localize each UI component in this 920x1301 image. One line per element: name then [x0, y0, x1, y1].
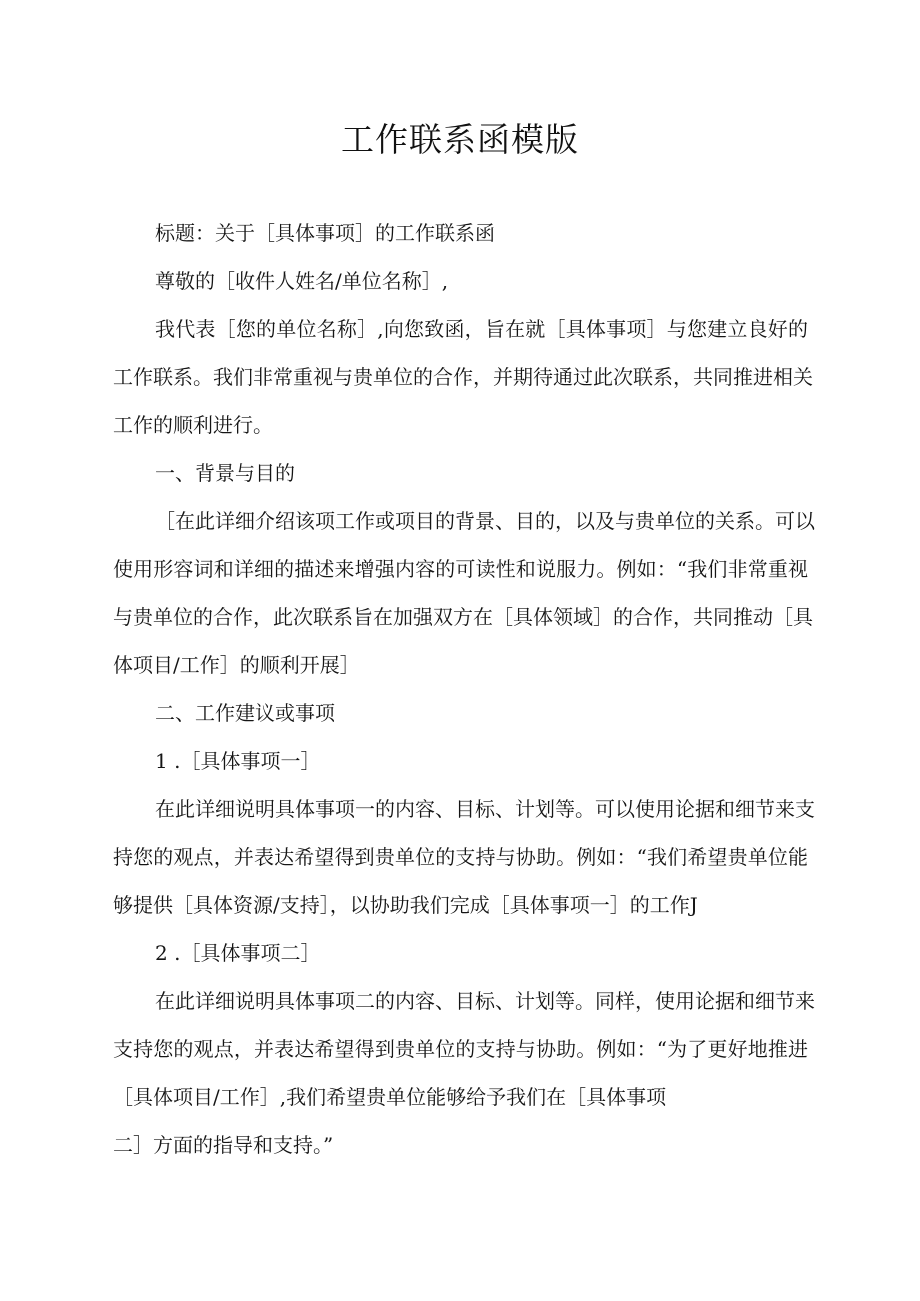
- background-paragraph-line-3: 与贵单位的合作，此次联系旨在加强双方在［具体领域］的合作，共同推动［具: [113, 605, 813, 629]
- intro-paragraph-line-2: 工作联系。我们非常重视与贵单位的合作，并期待通过此次联系，共同推进相关: [113, 365, 813, 389]
- document-title: 工作联系函模版: [341, 120, 579, 159]
- item-two-heading: 2 .［具体事项二］: [155, 941, 321, 965]
- item-one-paragraph-line-1: 在此详细说明具体事项一的内容、目标、计划等。可以使用论据和细节来支: [155, 797, 815, 821]
- background-paragraph-line-4: 体项目/工作］的顺利开展］: [113, 653, 360, 677]
- item-two-paragraph-line-4: 二］方面的指导和支持。”: [113, 1133, 334, 1157]
- item-one-paragraph-line-3: 够提供［具体资源/支持］，以协助我们完成［具体事项一］的工作J: [113, 893, 698, 917]
- section-heading-suggestions: 二、工作建议或事项: [155, 701, 335, 725]
- section-heading-background: 一、背景与目的: [155, 461, 295, 485]
- item-two-paragraph-line-2: 支持您的观点，并表达希望得到贵单位的支持与协助。例如：“为了更好地推进: [113, 1037, 808, 1061]
- intro-paragraph-line-3: 工作的顺利进行。: [113, 413, 273, 437]
- background-paragraph-line-2: 使用形容词和详细的描述来增强内容的可读性和说服力。例如：“我们非常重视: [113, 557, 808, 581]
- item-one-paragraph-line-2: 持您的观点，并表达希望得到贵单位的支持与协助。例如：“我们希望贵单位能: [113, 845, 808, 869]
- salutation: 尊敬的［收件人姓名/单位名称］,: [155, 269, 449, 293]
- item-two-paragraph-line-3: ［具体项目/工作］,我们希望贵单位能够给予我们在［具体事项: [113, 1085, 667, 1109]
- subject-line: 标题：关于［具体事项］的工作联系函: [155, 221, 495, 245]
- item-one-heading: 1 .［具体事项一］: [155, 749, 321, 773]
- item-two-paragraph-line-1: 在此详细说明具体事项二的内容、目标、计划等。同样，使用论据和细节来: [155, 989, 815, 1013]
- intro-paragraph-line-1: 我代表［您的单位名称］,向您致函，旨在就［具体事项］与您建立良好的: [155, 317, 808, 341]
- background-paragraph-line-1: ［在此详细介绍该项工作或项目的背景、目的，以及与贵单位的关系。可以: [155, 509, 815, 533]
